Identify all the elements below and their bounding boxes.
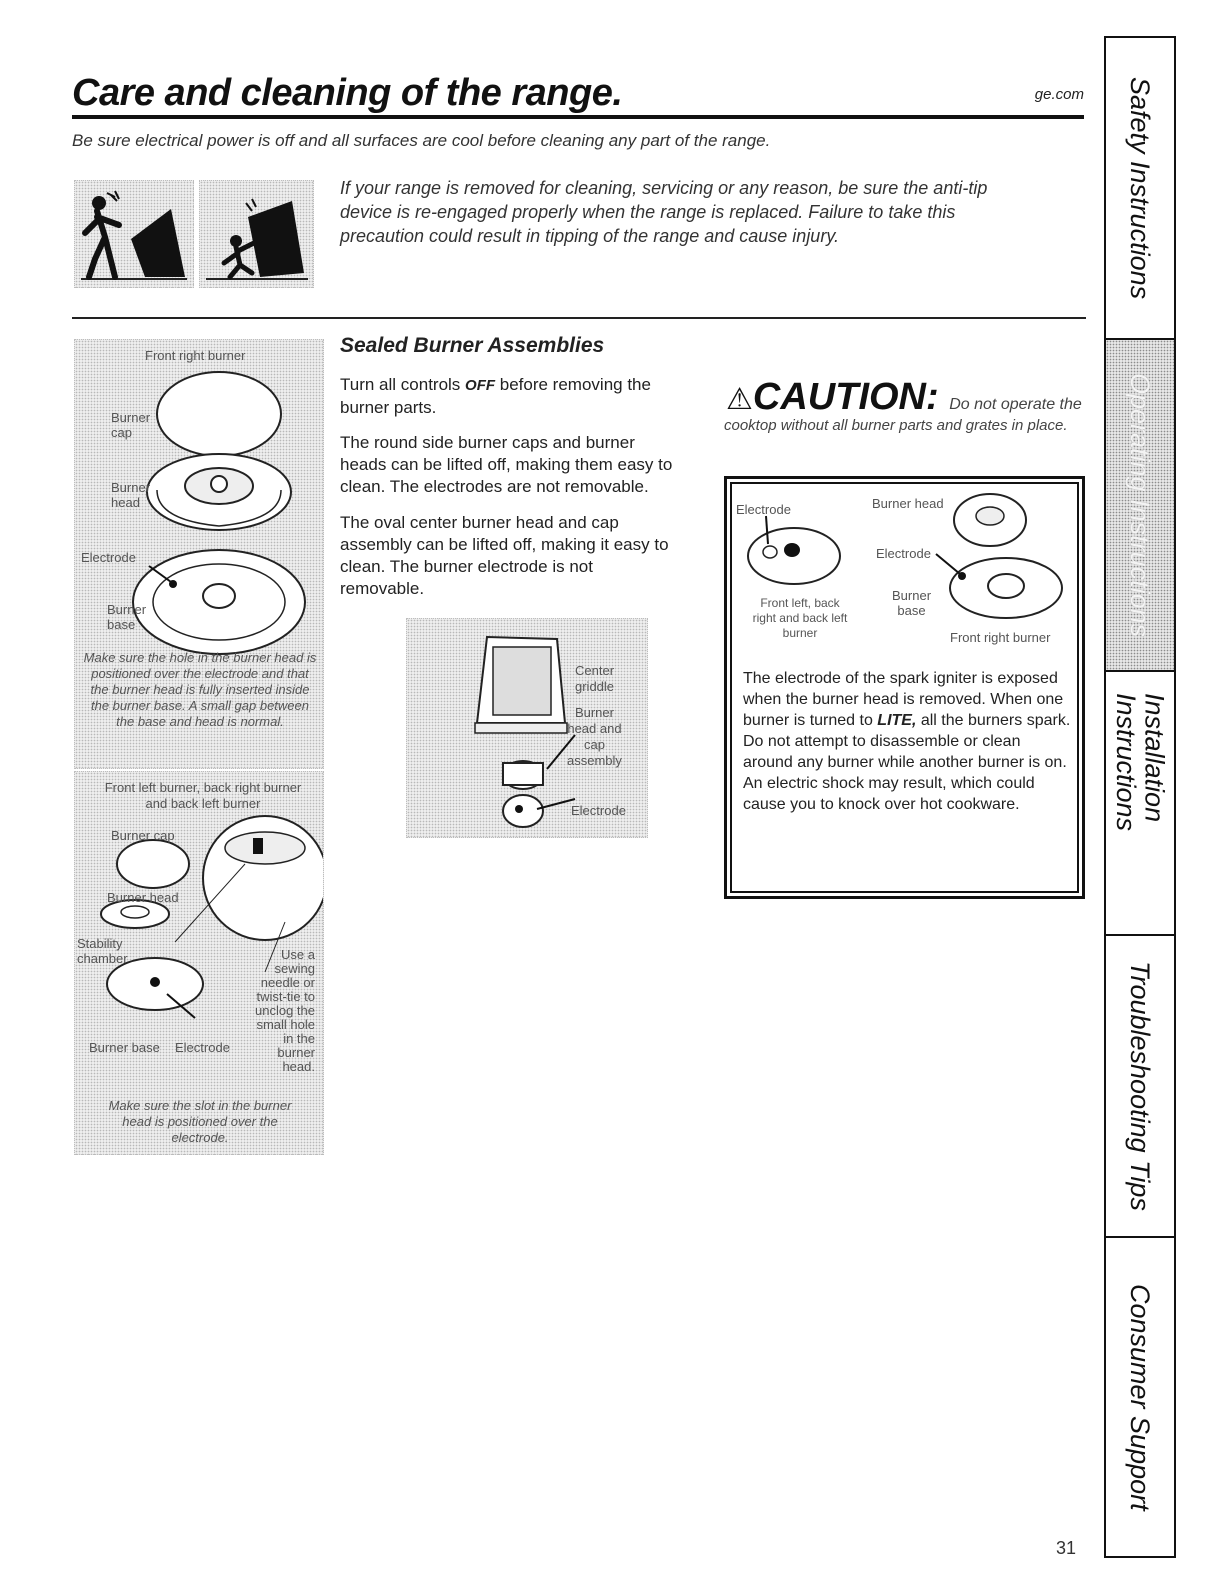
tab-operating-instructions[interactable] [1106, 340, 1174, 672]
page-number: 31 [1056, 1538, 1077, 1558]
label-burner-base-left: Burner base [89, 1040, 160, 1055]
warning-text-part2: all the burners spark. Do not attempt to disassemble or clean around any burner while another burner is on. An electric shock may result, which could cause you to knock over hot cookware. [743, 712, 1071, 813]
website-link[interactable]: ge.com [1034, 86, 1084, 103]
caption-front-right: Make sure the hole in the burner head is positioned over the electrode and that the burner head is fully inserted inside the burner base. A small gap between the base and head is normal. [83, 650, 317, 729]
label-burner-head: Burner head [111, 480, 151, 510]
electrode-warning-text [743, 668, 1073, 815]
p1-after: before removing the burner parts. [340, 375, 651, 417]
tab-label-safety: Safety Instructions [1125, 76, 1156, 300]
antitip-image-adult [74, 180, 194, 288]
label-burner-head-caution: Burner head [872, 496, 944, 511]
figure-front-right-burner [74, 339, 324, 769]
title-rule [72, 115, 1084, 119]
label-burner-cap-left: Burner cap [111, 828, 175, 843]
paragraph-controls-off [340, 374, 680, 419]
label-burner-base: Burner base [107, 602, 147, 632]
label-burner-head-left: Burner head [107, 890, 179, 905]
section-heading-sealed-burners: Sealed Burner Assemblies [340, 334, 605, 357]
intro-text: Be sure electrical power is off and all surfaces are cool before cleaning any part of the range. [72, 131, 771, 150]
label-electrode-caution-right: Electrode [876, 546, 931, 561]
warning-text-part1: The electrode of the spark igniter is exposed when the burner head is removed. When one burner is turned to [743, 670, 1064, 729]
page-title: Care and cleaning of the range. [72, 72, 623, 114]
tab-consumer-support[interactable] [1106, 1238, 1174, 1556]
section-tab-bar [1104, 36, 1176, 1558]
label-burner-cap: Burner cap [111, 410, 151, 440]
label-head-cap-assembly: Burner head and cap assembly [567, 705, 622, 768]
label-burner-base-caution: Burner base [892, 588, 932, 618]
figure-center-griddle [406, 618, 648, 838]
caution-inline-text: Do not operate the [949, 396, 1082, 413]
label-electrode-caution-left: Electrode [736, 502, 791, 517]
off-keyword: OFF [465, 377, 496, 394]
tab-installation-instructions[interactable] [1106, 672, 1174, 936]
p1-before: Turn all controls [340, 375, 466, 394]
label-front-left-title: Front left burner, back right burner and back left burner [104, 780, 302, 811]
tab-troubleshooting-tips[interactable] [1106, 936, 1174, 1238]
paragraph-oval-burner: The oval center burner head and cap assembly can be lifted off, making it easy to clean. The burner electrode is not removable. [340, 513, 669, 598]
antitip-warning-text: If your range is removed for cleaning, servicing or any reason, be sure the anti-tip device is re-engaged properly when the range is replaced. Failure to take this precaution could result in tipping of the range and cause injury. [340, 178, 988, 246]
lite-keyword: LITE, [877, 712, 917, 729]
tab-label-operating: Operating Instructions [1125, 372, 1156, 638]
label-needle-tip: Use a sewing needle or twist-tie to unclog the small hole in the burner head. [255, 947, 315, 1074]
label-center-griddle: Center griddle [575, 663, 615, 694]
tab-label-consumer: Consumer Support [1125, 1283, 1156, 1511]
tab-safety-instructions[interactable] [1106, 38, 1174, 340]
caution-continuation: cooktop without all burner parts and grates in place. [724, 417, 1068, 434]
antitip-image-child [199, 180, 314, 288]
tab-label-installation: Installation Instructions [1111, 693, 1170, 832]
tab-label-troubleshooting: Troubleshooting Tips [1125, 961, 1156, 1211]
label-front-right-caution: Front right burner [950, 630, 1051, 645]
label-front-left-back-burners: Front left, back right and back left burner [752, 596, 848, 640]
warning-triangle-icon: ⚠ [726, 383, 753, 416]
caption-front-left: Make sure the slot in the burner head is positioned over the electrode. [108, 1098, 292, 1145]
paragraph-round-burners: The round side burner caps and burner heads can be lifted off, making them easy to clean. The electrodes are not removable. [340, 433, 673, 496]
label-electrode-center: Electrode [571, 803, 626, 818]
label-stability-chamber: Stability chamber [77, 936, 128, 966]
caution-heading [726, 376, 1082, 419]
label-electrode-left: Electrode [175, 1040, 230, 1055]
section-rule [72, 317, 1086, 319]
caution-word: CAUTION: [752, 376, 939, 418]
figure-front-left-burner [74, 771, 324, 1155]
label-front-right-burner: Front right burner [145, 348, 246, 363]
label-electrode: Electrode [81, 550, 136, 565]
